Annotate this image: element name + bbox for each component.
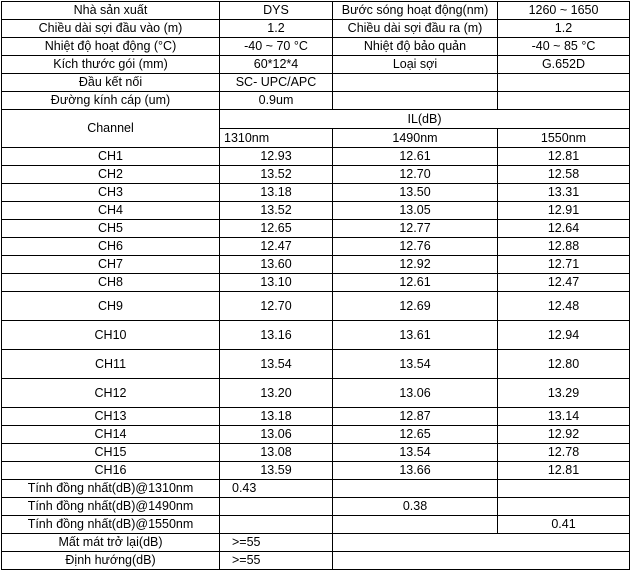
channel-name: CH7 xyxy=(2,256,220,274)
il-1490-value: 12.76 xyxy=(333,238,498,256)
table-row xyxy=(2,292,630,321)
il-1490-value: 13.05 xyxy=(333,202,498,220)
table-row xyxy=(2,444,630,462)
spec-row xyxy=(2,56,630,74)
il-header-row xyxy=(2,110,630,129)
il-1490-value: 13.54 xyxy=(333,444,498,462)
il-1490-value: 13.61 xyxy=(333,321,498,350)
spec-value-2 xyxy=(498,74,630,92)
il-1310-value: 12.93 xyxy=(220,148,333,166)
spec-label-2: Loại sợi xyxy=(333,56,498,74)
il-1310-value: 13.52 xyxy=(220,202,333,220)
footer-label: Định hướng(dB) xyxy=(2,552,220,570)
channel-name: CH1 xyxy=(2,148,220,166)
il-1550-value: 12.47 xyxy=(498,274,630,292)
channel-name: CH2 xyxy=(2,166,220,184)
footer-value: >=55 xyxy=(220,552,333,570)
table-row xyxy=(2,166,630,184)
footer-empty xyxy=(333,552,630,570)
channel-name: CH4 xyxy=(2,202,220,220)
spec-value: 0.9um xyxy=(220,92,333,110)
spec-value: SC- UPC/APC xyxy=(220,74,333,92)
il-1550-value: 13.31 xyxy=(498,184,630,202)
channel-header: Channel xyxy=(2,110,220,148)
il-1490-value: 12.61 xyxy=(333,274,498,292)
spec-value-2: 1.2 xyxy=(498,20,630,38)
table-row xyxy=(2,148,630,166)
uniformity-1310 xyxy=(220,498,333,516)
il-1310-value: 12.47 xyxy=(220,238,333,256)
il-1310-value: 13.08 xyxy=(220,444,333,462)
spec-row xyxy=(2,92,630,110)
il-1310-value: 13.18 xyxy=(220,184,333,202)
channel-name: CH3 xyxy=(2,184,220,202)
uniformity-label: Tính đồng nhất(dB)@1310nm xyxy=(2,480,220,498)
channel-name: CH12 xyxy=(2,379,220,408)
spec-row xyxy=(2,20,630,38)
spec-value: 1.2 xyxy=(220,20,333,38)
channel-name: CH16 xyxy=(2,462,220,480)
il-1550-value: 13.14 xyxy=(498,408,630,426)
channel-name: CH11 xyxy=(2,350,220,379)
table-row xyxy=(2,202,630,220)
il-1490-value: 13.06 xyxy=(333,379,498,408)
il-1490-value: 13.54 xyxy=(333,350,498,379)
spec-value: 60*12*4 xyxy=(220,56,333,74)
il-1310-value: 13.54 xyxy=(220,350,333,379)
table-row xyxy=(2,379,630,408)
footer-row xyxy=(2,534,630,552)
il-1310-value: 13.06 xyxy=(220,426,333,444)
spec-label-2: Bước sóng hoạt động(nm) xyxy=(333,2,498,20)
il-1550-value: 12.48 xyxy=(498,292,630,321)
uniformity-1310: 0.43 xyxy=(220,480,333,498)
uniformity-row xyxy=(2,480,630,498)
spec-row xyxy=(2,74,630,92)
spec-value-2: G.652D xyxy=(498,56,630,74)
il-1310-value: 13.10 xyxy=(220,274,333,292)
spec-label-2: Nhiệt độ bảo quản xyxy=(333,38,498,56)
il-1550-value: 12.91 xyxy=(498,202,630,220)
wavelength-header: 1490nm xyxy=(333,129,498,148)
footer-label: Mất mát trở lại(dB) xyxy=(2,534,220,552)
uniformity-1310 xyxy=(220,516,333,534)
spec-value: DYS xyxy=(220,2,333,20)
channel-name: CH15 xyxy=(2,444,220,462)
table-row xyxy=(2,350,630,379)
il-1490-value: 13.50 xyxy=(333,184,498,202)
il-1310-value: 13.18 xyxy=(220,408,333,426)
il-1490-value: 13.66 xyxy=(333,462,498,480)
table-row xyxy=(2,408,630,426)
il-1550-value: 12.64 xyxy=(498,220,630,238)
wavelength-header: 1310nm xyxy=(220,129,333,148)
il-1490-value: 12.70 xyxy=(333,166,498,184)
il-1550-value: 12.58 xyxy=(498,166,630,184)
table-row xyxy=(2,220,630,238)
channel-name: CH5 xyxy=(2,220,220,238)
il-1550-value: 12.71 xyxy=(498,256,630,274)
channel-name: CH8 xyxy=(2,274,220,292)
channel-name: CH13 xyxy=(2,408,220,426)
il-1490-value: 12.77 xyxy=(333,220,498,238)
il-1490-value: 12.65 xyxy=(333,426,498,444)
il-1550-value: 12.92 xyxy=(498,426,630,444)
channel-name: CH10 xyxy=(2,321,220,350)
il-1550-value: 12.78 xyxy=(498,444,630,462)
il-1490-value: 12.92 xyxy=(333,256,498,274)
spec-label-2 xyxy=(333,92,498,110)
spec-label: Kích thước gói (mm) xyxy=(2,56,220,74)
il-1310-value: 13.60 xyxy=(220,256,333,274)
spec-row xyxy=(2,38,630,56)
il-1310-value: 13.52 xyxy=(220,166,333,184)
spec-label: Đầu kết nối xyxy=(2,74,220,92)
spec-table-body xyxy=(2,2,630,570)
footer-empty xyxy=(333,534,630,552)
il-1550-value: 12.81 xyxy=(498,462,630,480)
il-1310-value: 13.20 xyxy=(220,379,333,408)
spec-label: Đường kính cáp (um) xyxy=(2,92,220,110)
uniformity-1550: 0.41 xyxy=(498,516,630,534)
spec-row xyxy=(2,2,630,20)
uniformity-row xyxy=(2,498,630,516)
uniformity-label: Tính đồng nhất(dB)@1490nm xyxy=(2,498,220,516)
uniformity-1490: 0.38 xyxy=(333,498,498,516)
spec-value: -40 ~ 70 °C xyxy=(220,38,333,56)
table-row xyxy=(2,426,630,444)
il-1550-value: 13.29 xyxy=(498,379,630,408)
footer-row xyxy=(2,552,630,570)
uniformity-row xyxy=(2,516,630,534)
channel-name: CH6 xyxy=(2,238,220,256)
spec-label-2 xyxy=(333,74,498,92)
il-1490-value: 12.87 xyxy=(333,408,498,426)
uniformity-1490 xyxy=(333,480,498,498)
spec-label: Nhà sản xuất xyxy=(2,2,220,20)
spec-value-2: 1260 ~ 1650 xyxy=(498,2,630,20)
il-1550-value: 12.81 xyxy=(498,148,630,166)
il-1310-value: 12.65 xyxy=(220,220,333,238)
il-1550-value: 12.80 xyxy=(498,350,630,379)
table-row xyxy=(2,274,630,292)
spec-value-2: -40 ~ 85 °C xyxy=(498,38,630,56)
il-1490-value: 12.69 xyxy=(333,292,498,321)
il-1550-value: 12.88 xyxy=(498,238,630,256)
spec-label-2: Chiều dài sợi đầu ra (m) xyxy=(333,20,498,38)
uniformity-label: Tính đồng nhất(dB)@1550nm xyxy=(2,516,220,534)
footer-value: >=55 xyxy=(220,534,333,552)
spec-table xyxy=(1,1,630,570)
uniformity-1550 xyxy=(498,480,630,498)
il-1310-value: 12.70 xyxy=(220,292,333,321)
il-1310-value: 13.16 xyxy=(220,321,333,350)
il-1310-value: 13.59 xyxy=(220,462,333,480)
spec-value-2 xyxy=(498,92,630,110)
spec-label: Nhiệt độ hoạt động (°C) xyxy=(2,38,220,56)
il-1550-value: 12.94 xyxy=(498,321,630,350)
channel-name: CH14 xyxy=(2,426,220,444)
table-row xyxy=(2,321,630,350)
table-row xyxy=(2,184,630,202)
table-row xyxy=(2,256,630,274)
il-1490-value: 12.61 xyxy=(333,148,498,166)
spec-label: Chiều dài sợi đầu vào (m) xyxy=(2,20,220,38)
wavelength-header: 1550nm xyxy=(498,129,630,148)
uniformity-1550 xyxy=(498,498,630,516)
uniformity-1490 xyxy=(333,516,498,534)
il-header: IL(dB) xyxy=(220,110,630,129)
table-row xyxy=(2,238,630,256)
table-row xyxy=(2,462,630,480)
channel-name: CH9 xyxy=(2,292,220,321)
